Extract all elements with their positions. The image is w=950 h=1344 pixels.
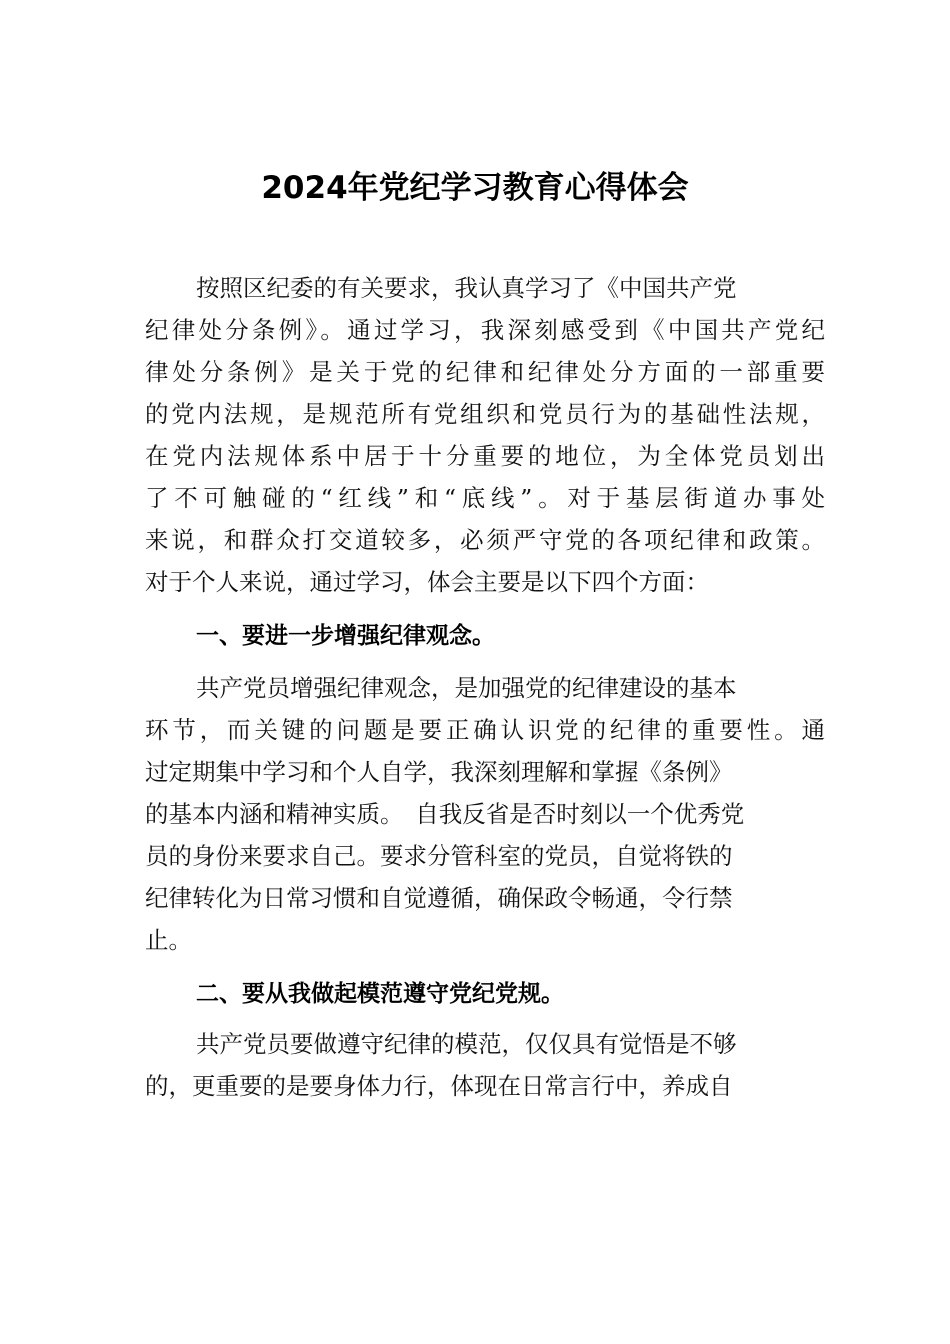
- section-1-line-4: 的基本内涵和精神实质。 自我反省是否时刻以一个优秀党: [145, 800, 745, 828]
- intro-line-5: 在党内法规体系中居于十分重要的地位，为全体党员划出: [145, 442, 825, 470]
- document-title: 2024年党纪学习教育心得体会: [261, 170, 689, 206]
- section-2-heading: 二、要从我做起模范遵守党纪党规。: [196, 981, 564, 1007]
- section-1-heading: 一、要进一步增强纪律观念。: [196, 623, 495, 649]
- intro-line-6: 了不可触碰的“红线”和“底线”。对于基层街道办事处: [145, 484, 825, 512]
- intro-line-8: 对于个人来说，通过学习，体会主要是以下四个方面：: [145, 568, 709, 596]
- section-1-line-1: 共产党员增强纪律观念，是加强党的纪律建设的基本: [196, 674, 737, 702]
- section-1-line-3: 过定期集中学习和个人自学，我深刻理解和掌握《条例》: [145, 758, 733, 786]
- section-1-line-5: 员的身份来要求自己。要求分管科室的党员，自觉将铁的: [145, 842, 733, 870]
- intro-line-3: 律处分条例》是关于党的纪律和纪律处分方面的一部重要: [145, 358, 825, 386]
- intro-line-4: 的党内法规，是规范所有党组织和党员行为的基础性法规，: [145, 400, 825, 428]
- intro-line-2: 纪律处分条例》。通过学习，我深刻感受到《中国共产党纪: [145, 316, 825, 344]
- section-1-line-6: 纪律转化为日常习惯和自觉遵循，确保政令畅通，令行禁: [145, 884, 733, 912]
- intro-line-1: 按照区纪委的有关要求，我认真学习了《中国共产党: [196, 274, 737, 302]
- section-1-line-7: 止。: [145, 926, 192, 954]
- section-2-line-1: 共产党员要做遵守纪律的模范，仅仅具有觉悟是不够: [196, 1030, 737, 1058]
- section-1-line-2: 环节，而关键的问题是要正确认识党的纪律的重要性。通: [145, 716, 825, 744]
- section-2-line-2: 的，更重要的是要身体力行，体现在日常言行中，养成自: [145, 1072, 733, 1100]
- intro-line-7: 来说，和群众打交道较多，必须严守党的各项纪律和政策。: [145, 526, 825, 554]
